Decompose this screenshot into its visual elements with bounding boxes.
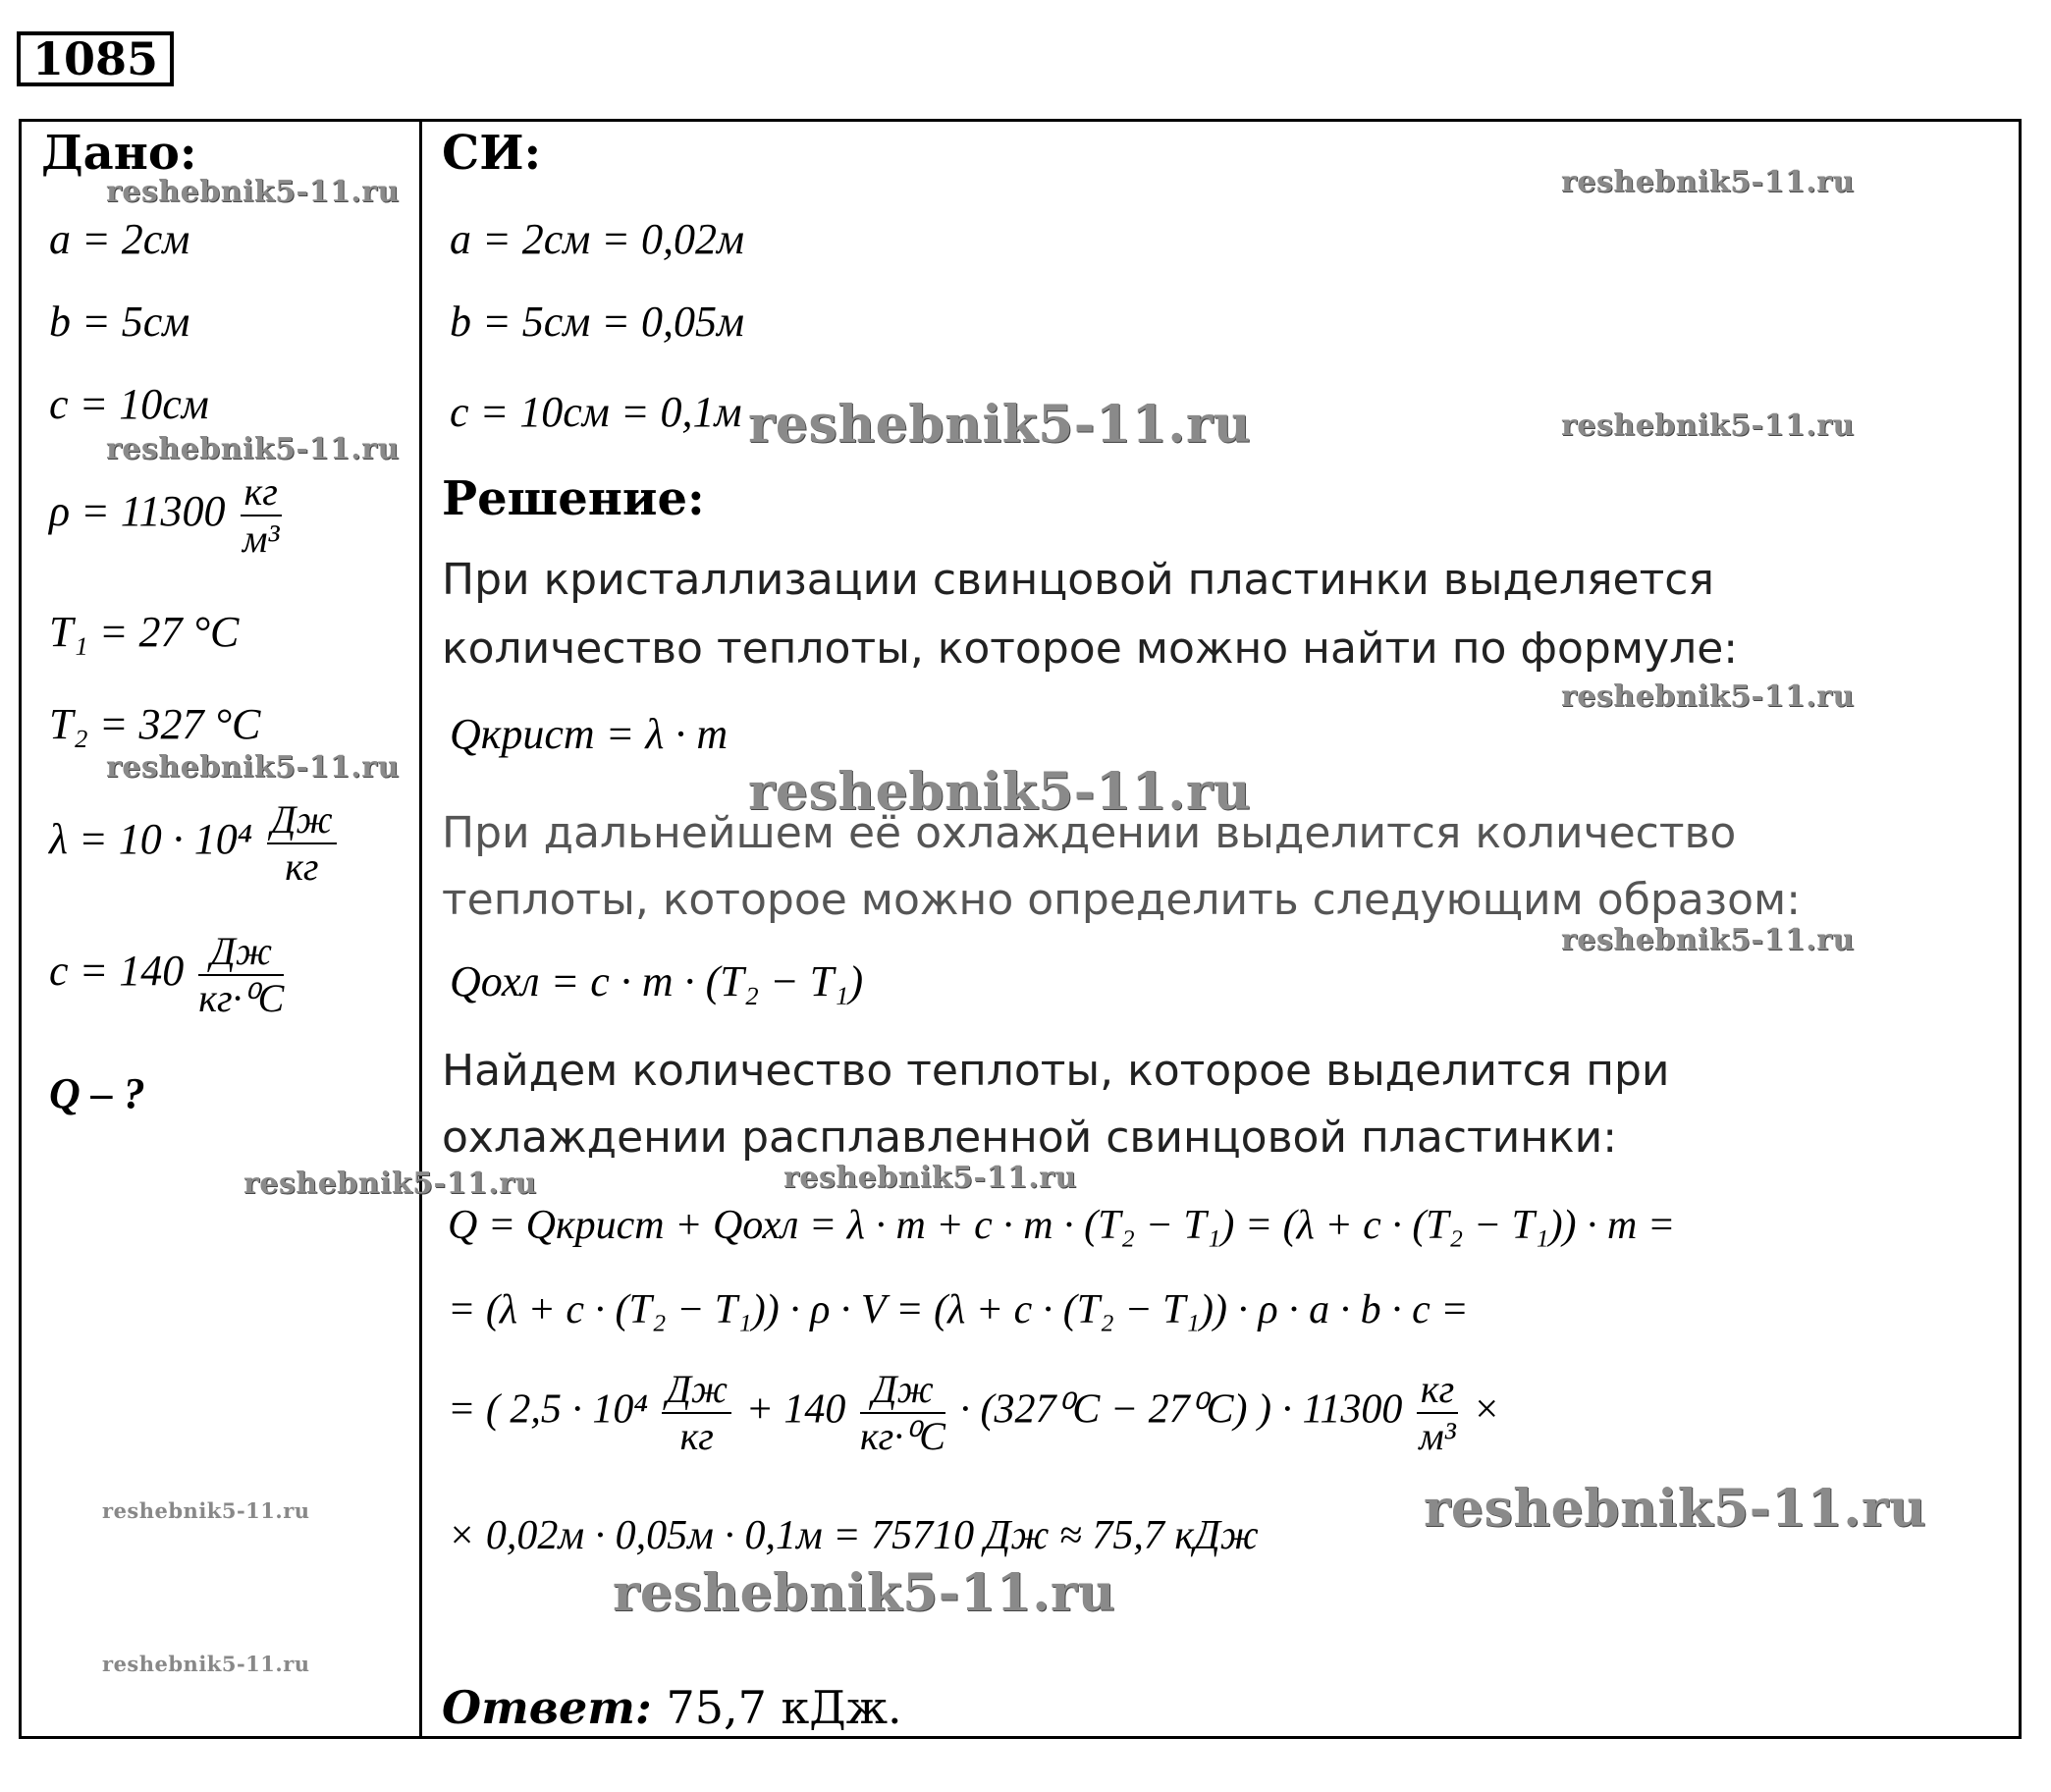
eq3-frac-1: [662, 1367, 731, 1459]
equation-line-3: [448, 1367, 1500, 1459]
solution-paragraph-3-line-2: охлаждении расплавленной свинцовой пластинки:: [442, 1113, 1618, 1163]
given-a: a = 2см: [49, 215, 190, 263]
solution-paragraph-1-line-2: количество теплоты, которое можно найти по формуле:: [442, 624, 1739, 674]
solution-paragraph-3-line-1: Найдем количество теплоты, которое выделится при: [442, 1046, 1670, 1096]
formula-cooling: Qохл = c · m · (T₂ − T₁): [450, 957, 864, 1005]
si-c: c = 10см = 0,1м: [450, 388, 742, 436]
given-t1: T₁ = 27 °C: [49, 608, 240, 656]
watermark: reshebnik5-11.ru: [748, 762, 1252, 822]
eq3-part-a: = ( 2,5 · 10⁴: [448, 1386, 648, 1433]
watermark: reshebnik5-11.ru: [106, 175, 400, 209]
eq3-frac-1-den: кг: [679, 1414, 714, 1458]
given-unknown: Q – ?: [49, 1069, 145, 1117]
watermark: reshebnik5-11.ru: [613, 1563, 1116, 1623]
watermark: reshebnik5-11.ru: [1424, 1479, 1927, 1539]
formula-crystallization: Qкрист = λ · m: [450, 710, 729, 758]
specific-heat-unit-den: кг·⁰C: [198, 976, 285, 1020]
lambda-unit-den: кг: [285, 844, 319, 889]
si-b: b = 5см = 0,05м: [450, 298, 745, 346]
lambda-unit: [267, 797, 337, 890]
solution-paragraph-1-line-1: При кристаллизации свинцовой пластинки выделяется: [442, 555, 1714, 605]
si-a: a = 2см = 0,02м: [450, 215, 745, 263]
eq3-frac-3-den: м³: [1419, 1414, 1456, 1458]
watermark: reshebnik5-11.ru: [1561, 165, 1855, 199]
watermark: reshebnik5-11.ru: [1561, 923, 1855, 957]
eq3-frac-2: [860, 1367, 945, 1459]
eq3-part-d: ×: [1472, 1386, 1501, 1433]
eq3-frac-2-num: Дж: [860, 1367, 945, 1414]
given-heading: Дано:: [41, 126, 197, 181]
given-density: [49, 469, 286, 562]
watermark: reshebnik5-11.ru: [748, 395, 1252, 455]
solution-heading: Решение:: [442, 471, 705, 526]
solution-paragraph-2-line-2: теплоты, которое можно определить следующим образом:: [442, 875, 1802, 925]
eq3-frac-1-num: Дж: [662, 1367, 731, 1414]
watermark: reshebnik5-11.ru: [102, 1498, 310, 1523]
density-value: ρ = 11300: [49, 487, 226, 536]
watermark: reshebnik5-11.ru: [1561, 408, 1855, 443]
watermark: reshebnik5-11.ru: [783, 1161, 1077, 1195]
lambda-value: λ = 10 · 10⁴: [49, 815, 253, 864]
equation-line-2: = (λ + c · (T₂ − T₁)) · ρ · V = (λ + c · (T₂ − T₁)) · ρ · a · b · c =: [448, 1287, 1469, 1332]
given-c: c = 10см: [49, 380, 209, 428]
watermark: reshebnik5-11.ru: [1561, 679, 1855, 714]
watermark: reshebnik5-11.ru: [106, 432, 400, 466]
equation-line-4: × 0,02м · 0,05м · 0,1м = 75710 Дж ≈ 75,7 кДж: [448, 1513, 1259, 1558]
given-t2: T₂ = 327 °C: [49, 700, 261, 748]
density-unit: [241, 469, 282, 562]
equation-line-1: Q = Qкрист + Qохл = λ · m + c · m · (T₂ − T₁) = (λ + c · (T₂ − T₁)) · m =: [448, 1203, 1676, 1248]
eq3-frac-3-num: кг: [1417, 1367, 1458, 1414]
specific-heat-value: c = 140: [49, 947, 185, 996]
given-specific-heat: [49, 929, 288, 1021]
watermark: reshebnik5-11.ru: [243, 1167, 537, 1201]
lambda-unit-num: Дж: [267, 797, 337, 844]
density-unit-den: м³: [242, 516, 280, 561]
eq3-part-b: + 140: [745, 1386, 846, 1433]
answer-label: Ответ:: [442, 1681, 652, 1734]
answer: [442, 1681, 902, 1734]
specific-heat-unit-num: Дж: [198, 929, 284, 976]
eq3-part-c: · (327⁰C − 27⁰C) ) · 11300: [959, 1386, 1403, 1433]
watermark: reshebnik5-11.ru: [106, 750, 400, 785]
solution-paragraph-2-line-1: При дальнейшем её охлаждении выделится количество: [442, 808, 1737, 858]
si-heading: СИ:: [442, 126, 542, 181]
eq3-frac-2-den: кг·⁰C: [859, 1414, 945, 1458]
answer-value: 75,7 кДж.: [666, 1681, 902, 1734]
eq3-frac-3: [1417, 1367, 1458, 1459]
column-divider: [419, 119, 422, 1739]
density-unit-num: кг: [241, 469, 282, 516]
watermark: reshebnik5-11.ru: [102, 1652, 310, 1676]
given-lambda: [49, 797, 341, 890]
given-b: b = 5см: [49, 298, 190, 346]
specific-heat-unit: [198, 929, 284, 1021]
problem-number: 1085: [17, 31, 174, 86]
